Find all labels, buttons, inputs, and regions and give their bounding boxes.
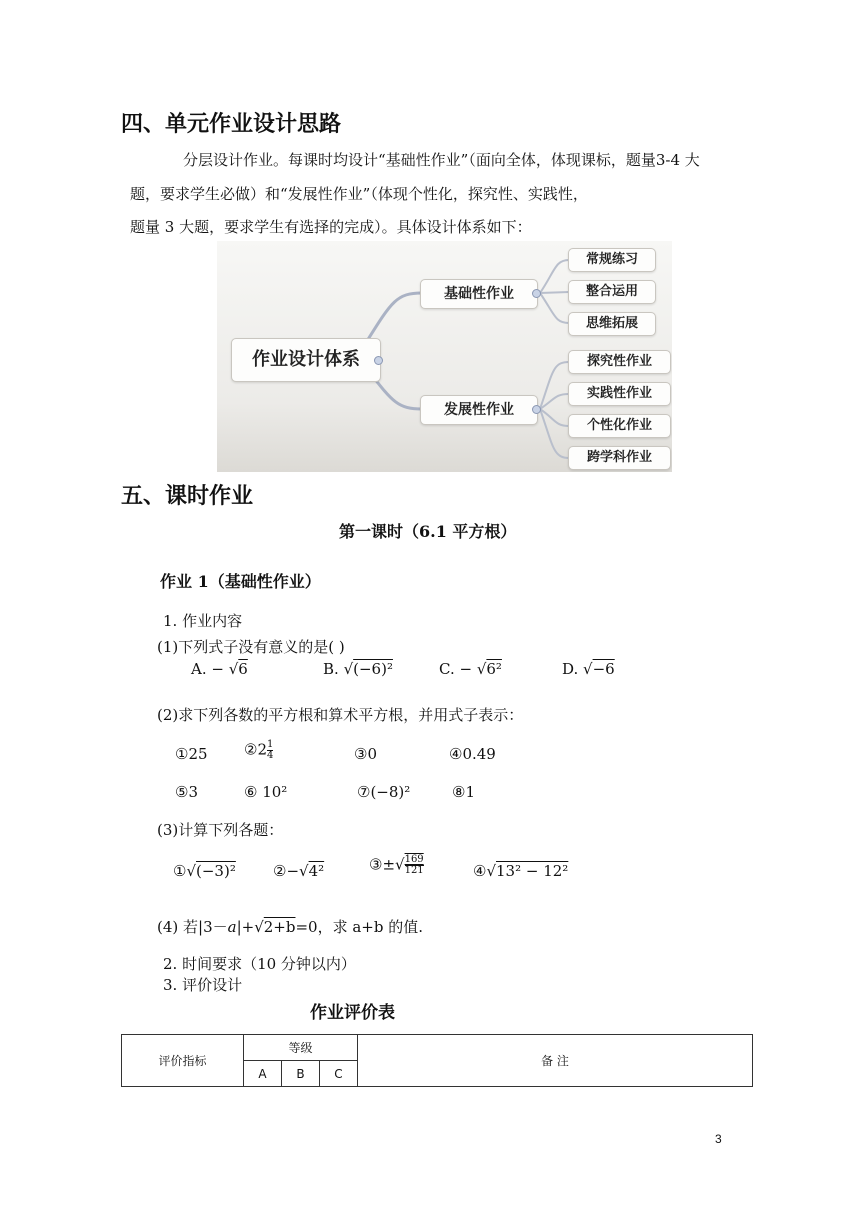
q2-item-2: ②2 $\frac{1}{4}$ [244,739,274,761]
q2-item-8: ⑧1 [452,783,475,801]
q1-option-c: C. − √6² [439,660,502,678]
grade-b: B [282,1061,320,1087]
q3-item-2: ②−√4² [273,862,325,880]
q1-option-b: B. √(−6)² [323,660,393,678]
paragraph-line-2: 题，要求学生必做）和“发展性作业”（体现个性化，探究性、实践性， [130,185,588,203]
q3-item-1: ①√(−3)² [173,862,236,880]
leaf-interdisciplinary: 跨学科作业 [568,446,671,470]
q3-item-4: ④√13² − 12² [473,862,569,880]
q2-item-7: ⑦(−8)² [357,783,411,801]
q1-option-a: A. − √6 [191,660,248,678]
header-note: 备 注 [358,1035,753,1087]
question-1-stem: (1)下列式子没有意义的是( ) [157,638,345,656]
homework-system-mindmap [217,241,672,472]
question-4: (4) 若|3－a|+√2+b=0，求 a+b 的值. [157,918,424,936]
grade-c: C [320,1061,358,1087]
q2-item-6: ⑥ 10² [244,783,288,801]
q2-item-1: ①25 [175,745,208,763]
lesson-title: 第一课时（6.1 平方根） [339,522,517,541]
question-2-stem: (2)求下列各数的平方根和算术平方根，并用式子表示： [157,706,524,724]
table-title: 作业评价表 [310,1003,395,1022]
section-5-heading: 五、课时作业 [121,484,254,509]
page-number: 3 [715,1132,722,1146]
branch-basic: 基础性作业 [420,279,538,309]
grade-a: A [244,1061,282,1087]
section-4-heading: 四、单元作业设计思路 [121,112,342,137]
item-evaluation-design: 3. 评价设计 [163,976,243,994]
q2-item-5: ⑤3 [175,783,198,801]
paragraph-line-1: 分层设计作业。每课时均设计“基础性作业”（面向全体，体现课标，题量3-4 大 [183,151,700,169]
leaf-thinking-extension: 思维拓展 [568,312,656,336]
leaf-practical: 实践性作业 [568,382,671,406]
q3-item-3: ③±√ $\frac{169}{121}$ [369,854,424,876]
item-time-requirement: 2. 时间要求（10 分钟以内） [163,955,356,973]
collapse-dot-icon [532,405,541,414]
header-indicator: 评价指标 [122,1035,244,1087]
q2-item-4: ④0.49 [449,745,496,763]
leaf-integrated-use: 整合运用 [568,280,656,304]
q1-option-d: D. √−6 [562,660,615,678]
mindmap-root: 作业设计体系 [231,338,381,382]
assignment-title: 作业 1（基础性作业） [160,572,321,591]
question-3-stem: (3)计算下列各题： [157,821,284,839]
header-grade: 等级 [244,1035,358,1061]
collapse-dot-icon [532,289,541,298]
collapse-dot-icon [374,356,383,365]
paragraph-line-3: 题量 3 大题，要求学生有选择的完成）。具体设计体系如下： [130,218,532,236]
leaf-routine-practice: 常规练习 [568,248,656,272]
leaf-personalized: 个性化作业 [568,414,671,438]
leaf-inquiry: 探究性作业 [568,350,671,374]
branch-development: 发展性作业 [420,395,538,425]
item-content-label: 1. 作业内容 [163,612,243,630]
q2-item-3: ③0 [354,745,377,763]
evaluation-table [121,1034,753,1087]
